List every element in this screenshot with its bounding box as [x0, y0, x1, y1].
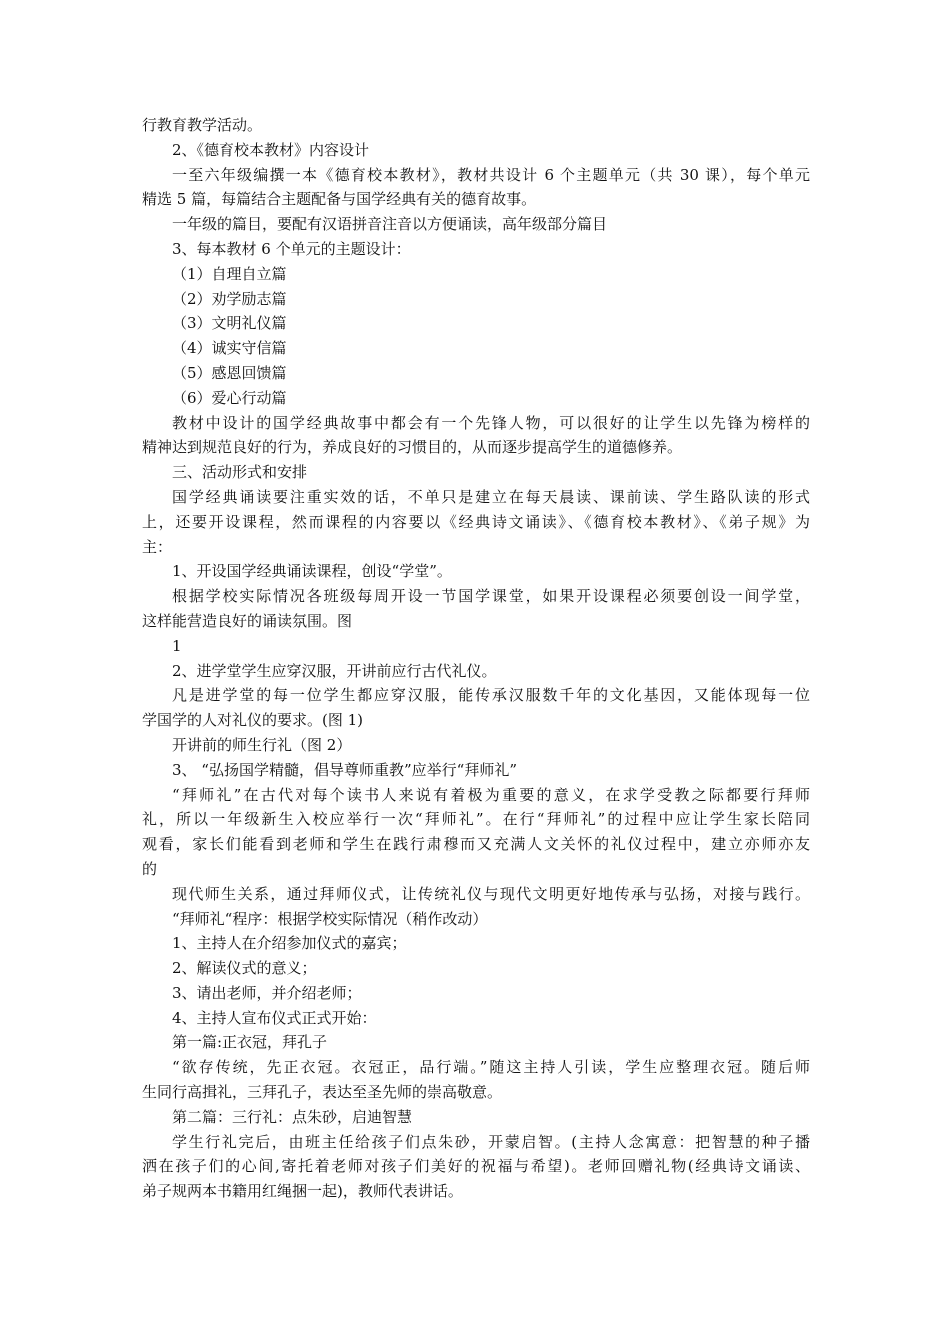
- text-line: 国学经典诵读要注重实效的话，不单只是建立在每天晨读、课前读、学生路队读的形式: [172, 487, 810, 506]
- text-line: “拜师礼”在古代对每个读书人来说有着极为重要的意义，在求学受教之际都要行拜师: [172, 785, 810, 804]
- text-line: 弟子规两本书籍用红绳捆一起)，教师代表讲话。: [142, 1182, 463, 1201]
- text-line: 上，还要开设课程，然而课程的内容要以《经典诗文诵读》、《德育校本教材》、《弟子规》为: [142, 512, 810, 531]
- text-line: 2、进学堂学生应穿汉服，开讲前应行古代礼仪。: [172, 661, 497, 680]
- text-line: 3、请出老师，并介绍老师；: [172, 983, 362, 1002]
- text-line: 精神达到规范良好的行为，养成良好的习惯目的，从而逐步提高学生的道德修养。: [142, 438, 683, 457]
- text-line: （6）爱心行动篇: [172, 388, 287, 407]
- text-line: 第一篇:正衣冠，拜孔子: [172, 1033, 328, 1052]
- text-line: 主：: [142, 537, 173, 556]
- text-line: 一至六年级编撰一本《德育校本教材》，教材共设计 6 个主题单元（共 30 课），每个单元: [172, 165, 810, 184]
- text-line: 根据学校实际情况各班级每周开设一节国学课堂，如果开设课程必须要创设一间学堂，: [172, 587, 810, 606]
- text-line: （1）自理自立篇: [172, 264, 287, 283]
- text-line: （2）劝学励志篇: [172, 289, 287, 308]
- text-line: 这样能营造良好的诵读氛围。图: [142, 611, 353, 630]
- text-line: 礼，所以一年级新生入校应举行一次“拜师礼”。在行“拜师礼”的过程中应让学生家长陪同: [142, 810, 810, 829]
- text-line: 三、活动形式和安排: [172, 463, 308, 482]
- text-line: 1、开设国学经典诵读课程，创设“学堂”。: [172, 562, 452, 581]
- text-line: 洒在孩子们的心间,寄托着老师对孩子们美好的祝福与希望)。老师回赠礼物(经典诗文诵读、: [142, 1157, 810, 1176]
- text-line: 的: [142, 859, 158, 878]
- text-line: 学生行礼完后，由班主任给孩子们点朱砂，开蒙启智。(主持人念寓意：把智慧的种子播: [172, 1132, 810, 1151]
- text-line: 生同行高揖礼，三拜孔子，表达至圣先师的崇高敬意。: [142, 1083, 503, 1102]
- text-line: 1、主持人在介绍参加仪式的嘉宾；: [172, 934, 407, 953]
- text-line: （3）文明礼仪篇: [172, 314, 287, 333]
- text-line: 2、《德育校本教材》内容设计: [172, 140, 370, 159]
- text-line: 3、 “弘扬国学精髓，倡导尊师重教”应举行“拜师礼”: [172, 760, 517, 779]
- text-line: 学国学的人对礼仪的要求。(图 1): [142, 711, 364, 730]
- text-line: 第二篇：三行礼：点朱砂，启迪智慧: [172, 1107, 413, 1126]
- text-line: 精选 5 篇，每篇结合主题配备与国学经典有关的德育故事。: [142, 190, 537, 209]
- text-line: 一年级的篇目，要配有汉语拼音注音以方便诵读，高年级部分篇目: [172, 215, 608, 234]
- text-line: （4）诚实守信篇: [172, 339, 287, 358]
- text-line: 1: [172, 636, 182, 655]
- text-line: 观看，家长们能看到老师和学生在践行肃穆而又充满人文关怀的礼仪过程中，建立亦师亦友: [142, 835, 810, 854]
- text-line: 3、每本教材 6 个单元的主题设计：: [172, 239, 411, 258]
- text-line: “拜师礼“程序：根据学校实际情况（稍作改动）: [172, 909, 488, 928]
- text-line: （5）感恩回馈篇: [172, 363, 287, 382]
- text-line: 凡是进学堂的每一位学生都应穿汉服，能传承汉服数千年的文化基因，又能体现每一位: [172, 686, 810, 705]
- text-line: 2、解读仪式的意义；: [172, 959, 317, 978]
- text-line: 教材中设计的国学经典故事中都会有一个先锋人物，可以很好的让学生以先锋为榜样的: [172, 413, 810, 432]
- text-line: 开讲前的师生行礼（图 2）: [172, 735, 352, 754]
- document-page: [142, 113, 810, 1204]
- text-line: “欲存传统，先正衣冠。衣冠正，品行端。”随这主持人引读，学生应整理衣冠。随后师: [172, 1058, 810, 1077]
- text-line: 现代师生关系，通过拜师仪式，让传统礼仪与现代文明更好地传承与弘扬，对接与践行。: [172, 884, 810, 903]
- text-line: 行教育教学活动。: [142, 116, 263, 134]
- text-line: 4、主持人宣布仪式正式开始：: [172, 1008, 377, 1027]
